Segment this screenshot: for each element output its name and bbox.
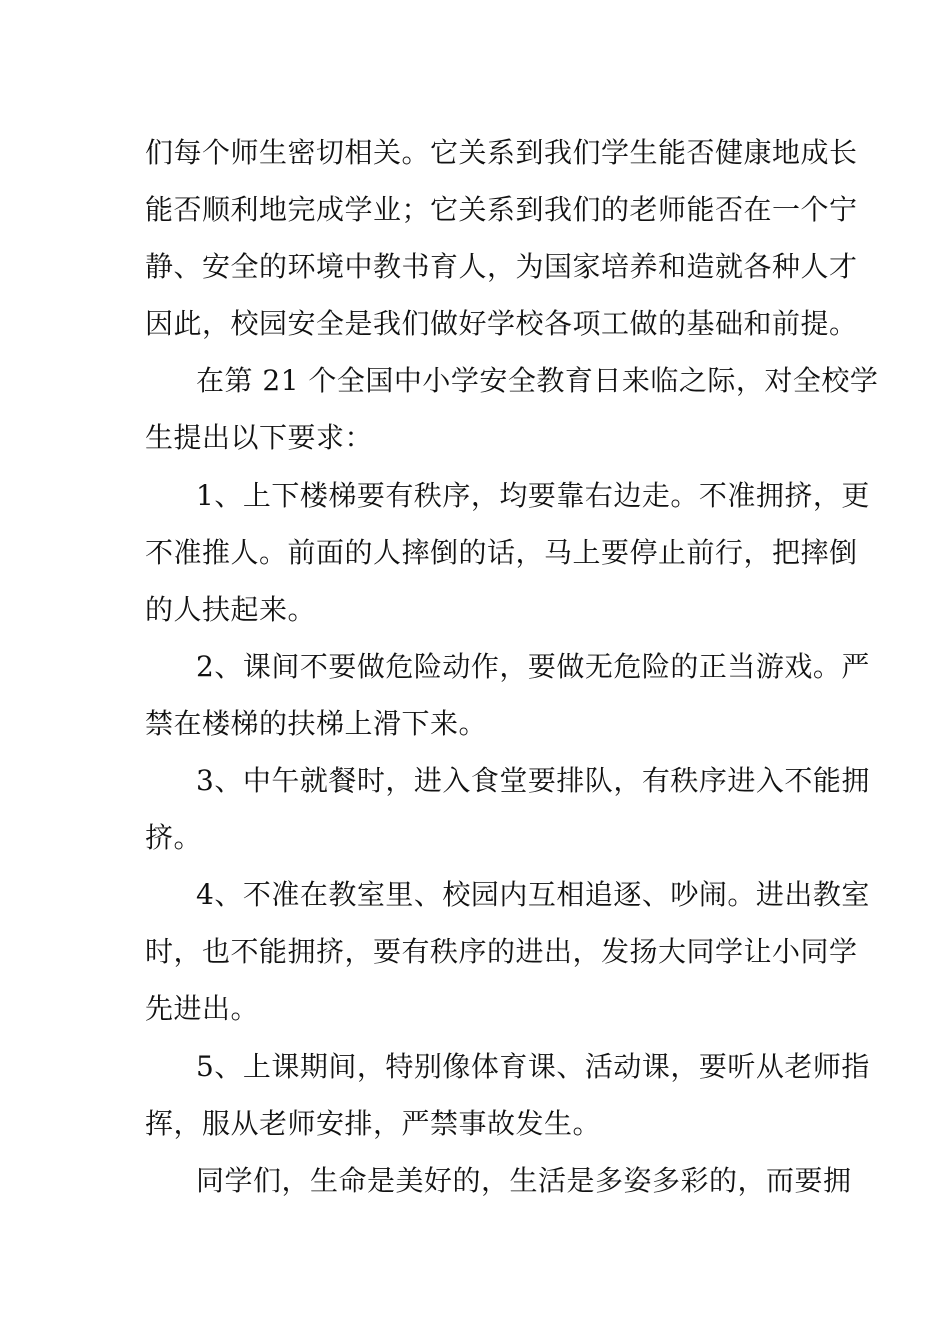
text-line: 能否顺利地完成学业；它关系到我们的老师能否在一个宁 (145, 193, 858, 226)
text-line: 因此，校园安全是我们做好学校各项工做的基础和前提。 (145, 307, 858, 340)
paragraph-first-line: 在第 21 个全国中小学安全教育日来临之际，对全校学 (196, 364, 879, 397)
list-item-5-line: 5、上课期间，特别像体育课、活动课，要听从老师指 (196, 1050, 870, 1083)
list-item-1-line: 不准推人。前面的人摔倒的话，马上要停止前行，把摔倒 (145, 536, 858, 569)
list-item-4-line: 时，也不能拥挤，要有秩序的进出，发扬大同学让小同学 (145, 935, 858, 968)
list-item-4-line: 先进出。 (145, 992, 260, 1025)
list-item-3-line: 挤。 (145, 821, 203, 854)
list-item-2-line: 2、课间不要做危险动作，要做无危险的正当游戏。严 (196, 650, 870, 683)
paragraph-first-line: 同学们，生命是美好的，生活是多姿多彩的，而要拥 (196, 1164, 852, 1197)
list-item-3-line: 3、中午就餐时，进入食堂要排队，有秩序进入不能拥 (196, 764, 870, 797)
list-item-4-line: 4、不准在教室里、校园内互相追逐、吵闹。进出教室 (196, 878, 870, 911)
text-line: 生提出以下要求： (145, 421, 374, 454)
text-line: 们每个师生密切相关。它关系到我们学生能否健康地成长 (145, 136, 858, 169)
list-item-1-line: 的人扶起来。 (145, 593, 317, 626)
text-line: 静、安全的环境中教书育人，为国家培养和造就各种人才 (145, 250, 858, 283)
list-item-5-line: 挥，服从老师安排，严禁事故发生。 (145, 1107, 602, 1140)
list-item-1-line: 1、上下楼梯要有秩序，均要靠右边走。不准拥挤，更 (196, 479, 870, 512)
list-item-2-line: 禁在楼梯的扶梯上滑下来。 (145, 707, 488, 740)
